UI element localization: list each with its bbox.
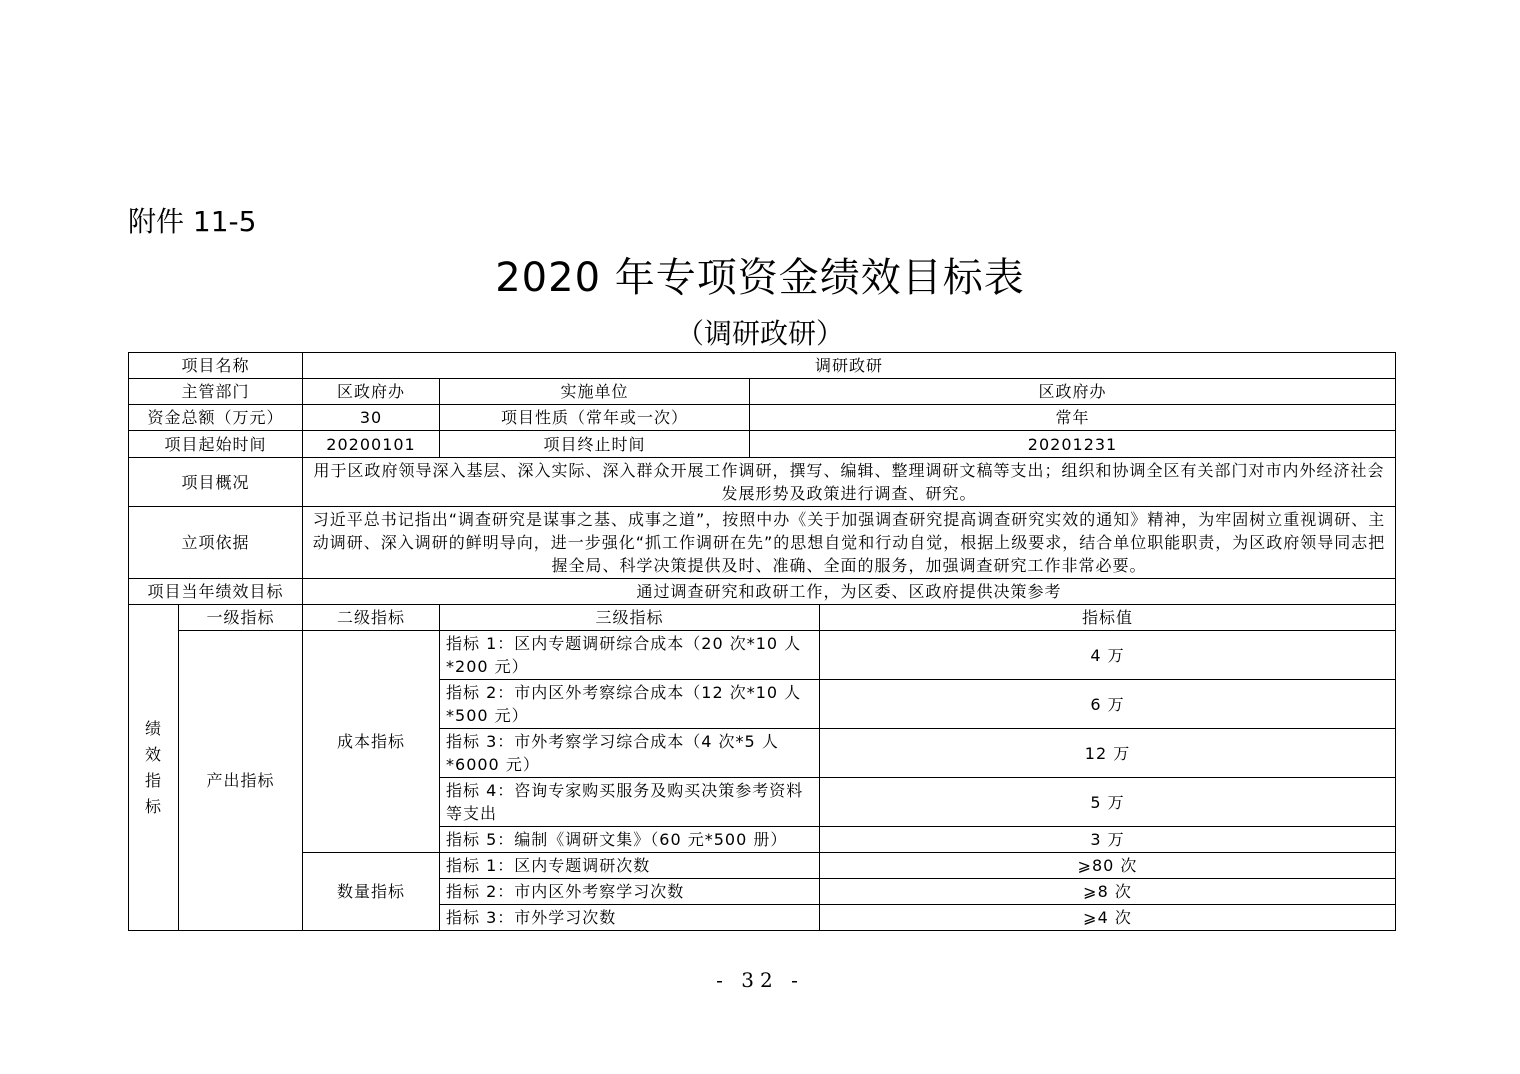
level2-cost: 成本指标 [303,631,440,853]
indicator-value: ⩾8 次 [820,879,1396,905]
indicator-name: 指标 1：区内专题调研次数 [440,853,820,879]
end-label: 项目终止时间 [440,431,750,458]
nature-label: 项目性质（常年或一次） [440,405,750,431]
row-overview [129,458,1396,507]
start-value: 20200101 [303,431,440,458]
nature-value: 常年 [750,405,1396,431]
indicator-name: 指标 2：市内区外考察学习次数 [440,879,820,905]
header-level1: 一级指标 [179,605,303,631]
table-row [129,853,1396,879]
row-project-name [129,353,1396,379]
indicator-value: ⩾80 次 [820,853,1396,879]
page-title: 2020 年专项资金绩效目标表 [495,255,1025,301]
row-fund [129,405,1396,431]
impl-value: 区政府办 [750,379,1396,405]
indicator-value: 3 万 [820,827,1396,853]
row-department [129,379,1396,405]
table-row [129,631,1396,680]
indicator-name: 指标 5：编制《调研文集》（60 元*500 册） [440,827,820,853]
indicator-name: 指标 3：市外学习次数 [440,905,820,931]
impl-label: 实施单位 [440,379,750,405]
fund-label: 资金总额（万元） [129,405,303,431]
row-dates [129,431,1396,458]
dept-label: 主管部门 [129,379,303,405]
indicator-value: 4 万 [820,631,1396,680]
goal-label: 项目当年绩效目标 [129,579,303,605]
goal-text: 通过调查研究和政研工作，为区委、区政府提供决策参考 [303,579,1396,605]
indicator-name: 指标 3：市外考察学习综合成本（4 次*5 人*6000 元） [440,729,820,778]
indicator-name: 指标 1：区内专题调研综合成本（20 次*10 人*200 元） [440,631,820,680]
row-goal [129,579,1396,605]
basis-label: 立项依据 [129,507,303,579]
row-basis [129,507,1396,579]
indicator-name: 指标 2：市内区外考察综合成本（12 次*10 人*500 元） [440,680,820,729]
indicator-value: 6 万 [820,680,1396,729]
header-level3: 三级指标 [440,605,820,631]
indicator-value: 12 万 [820,729,1396,778]
level1-output: 产出指标 [179,631,303,931]
overview-text: 用于区政府领导深入基层、深入实际、深入群众开展工作调研，撰写、编辑、整理调研文稿等支出；组织和协调全区有关部门对市内外经济社会发展形势及政策进行调查、研究。 [303,458,1396,507]
fund-value: 30 [303,405,440,431]
overview-label: 项目概况 [129,458,303,507]
start-label: 项目起始时间 [129,431,303,458]
project-name-value: 调研政研 [303,353,1396,379]
section-label: 绩效指标 [144,718,162,816]
indicator-header-row [129,605,1396,631]
section-performance-indicators [129,605,179,931]
header-value: 指标值 [820,605,1396,631]
level2-quantity: 数量指标 [303,853,440,931]
page-number: - 32 - [716,968,804,992]
performance-target-table [128,352,1396,931]
indicator-value: 5 万 [820,778,1396,827]
dept-value: 区政府办 [303,379,440,405]
attachment-label: 附件 11-5 [128,205,257,238]
page-subtitle: （调研政研） [675,317,844,350]
indicator-value: ⩾4 次 [820,905,1396,931]
basis-text: 习近平总书记指出“调查研究是谋事之基、成事之道”，按照中办《关于加强调查研究提高调查研究实效的通知》精神，为牢固树立重视调研、主动调研、深入调研的鲜明导向，进一步强化“抓工作调研在先”的思想自觉和行动自觉，根据上级要求，结合单位职能职责，为区政府领导同志把握全局、科学决策提供及时、准确、全面的服务，加强调查研究工作非常必要。 [303,507,1396,579]
project-name-label: 项目名称 [129,353,303,379]
header-level2: 二级指标 [303,605,440,631]
end-value: 20201231 [750,431,1396,458]
indicator-name: 指标 4：咨询专家购买服务及购买决策参考资料等支出 [440,778,820,827]
